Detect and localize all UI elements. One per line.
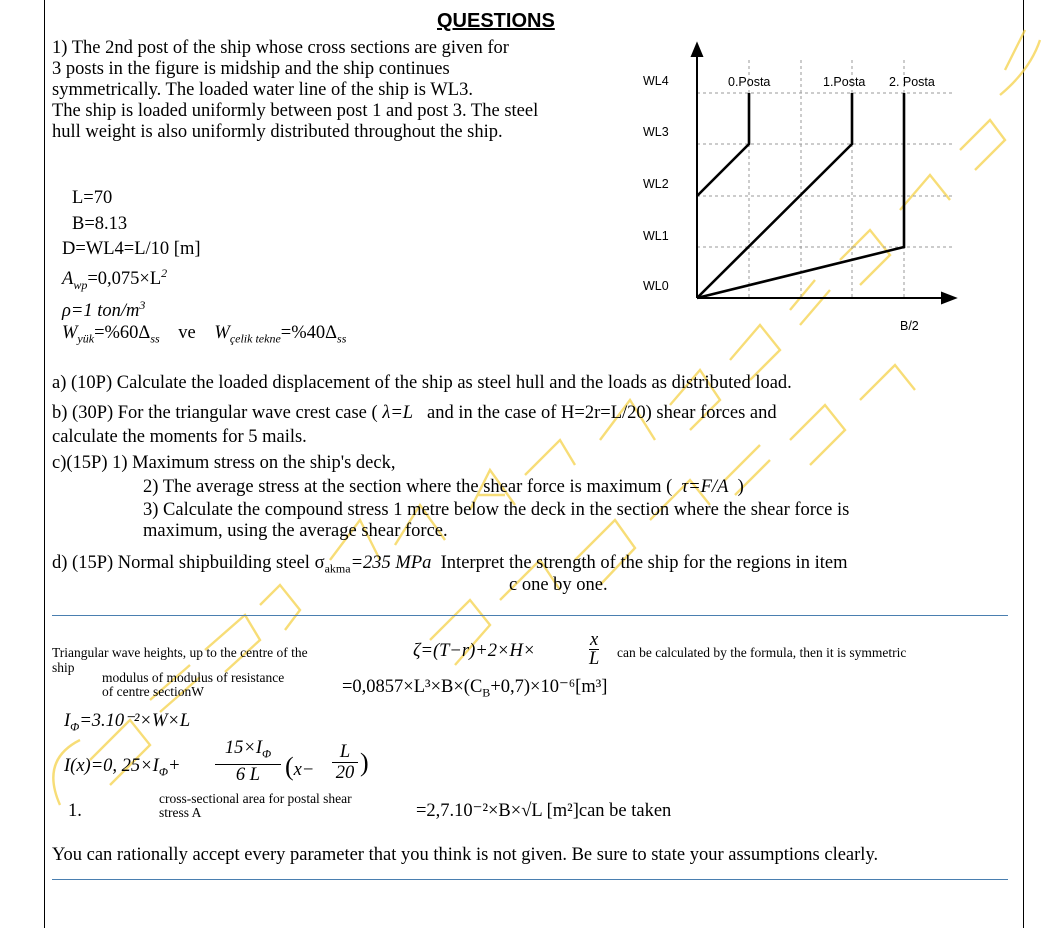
- page-title: QUESTIONS: [437, 10, 555, 32]
- task-d-line2: c one by one.: [509, 575, 608, 595]
- label-wl4: WL4: [643, 74, 669, 88]
- task-b-line2: calculate the moments for 5 mails.: [52, 427, 307, 447]
- label-x-axis: B/2: [900, 319, 919, 333]
- param-Awp: $A_{wp}=0,075\times L^2$: [62, 266, 168, 292]
- param-D: D=WL4=L/10 [m]: [62, 239, 201, 259]
- param-B: B=8.13: [72, 214, 128, 234]
- formula-zeta-fraction: x L: [589, 630, 600, 669]
- formula-Ix-paren-close: ): [360, 748, 369, 777]
- param-rho: ρ=1 ton/$m^3$: [62, 298, 146, 322]
- formula-Ix-L-fraction: L 20: [332, 742, 358, 783]
- label-post-2: 2. Posta: [889, 75, 935, 89]
- intro-line-2: 3 posts in the figure is midship and the ship continues: [52, 59, 450, 79]
- task-b-line1: b) (30P) For the triangular wave crest case ( λ=L and in the case of H=2r=L/20) shear forces and: [52, 403, 777, 423]
- formula-A: =2,7.10⁻²×B×√L [m²]can be taken: [416, 801, 672, 821]
- formula-zeta: ζ=(T−r)+2×H×: [413, 641, 536, 661]
- note-wave-1: Triangular wave heights, up to the centre of the: [52, 645, 308, 660]
- param-L: L=70: [72, 188, 113, 208]
- task-c-line4: maximum, using the average shear force.: [143, 521, 448, 541]
- intro-line-4: The ship is loaded uniformly between post 1 and post 3. The steel: [52, 101, 539, 121]
- intro-line-5: hull weight is also uniformly distributed throughout the ship.: [52, 122, 503, 142]
- task-d-line1: d) (15P) Normal shipbuilding steel $\sigma_{akma}=235$ MPa Interpret the strength of the ship for the regions in item: [52, 553, 848, 576]
- note-cross-section-1: cross-sectional area for postal shear: [159, 791, 352, 806]
- cross-section-chart: [636, 40, 976, 340]
- formula-Ix-paren: (x−: [285, 752, 315, 781]
- task-c-line2: 2) The average stress at the section where the shear force is maximum ( τ=F/A ): [143, 477, 744, 497]
- note-wave-2: ship: [52, 660, 75, 675]
- section-1-posta: [697, 93, 852, 298]
- page-frame-right: [1023, 0, 1024, 928]
- formula-Ix: I(x)=0, $25\times I_\Phi+$: [64, 756, 181, 779]
- x-axis-arrow: [942, 293, 955, 303]
- note-cross-section-2: stress A: [159, 805, 202, 820]
- label-wl3: WL3: [643, 125, 669, 139]
- item-number: 1.: [68, 801, 82, 821]
- formula-I-phi: $I_\Phi=3.10^{-2}\times W\times L$: [64, 711, 191, 734]
- task-c-line3: 3) Calculate the compound stress 1 metre below the deck in the section where the shear force is: [143, 500, 850, 520]
- formula-W: $=0,0857\times L^3\times B\times(C_B+0,7)\times 10^{-6}[m^3]$: [342, 677, 608, 700]
- label-wl0: WL0: [643, 279, 669, 293]
- param-W: $W_{yük}=\%60\Delta_{ss}$ ve $W_{çelik tekne}=\%40\Delta_{ss}$: [62, 323, 347, 346]
- label-post-0: 0.Posta: [728, 75, 771, 89]
- task-a: a) (10P) Calculate the loaded displacement of the ship as steel hull and the loads as distributed load.: [52, 373, 792, 393]
- intro-line-1: 1) The 2nd post of the ship whose cross sections are given for: [52, 38, 509, 58]
- formula-Ix-fraction: $15\times I_\Phi$ 6 L: [215, 738, 281, 785]
- intro-line-3: symmetrically. The loaded water line of the ship is WL3.: [52, 80, 473, 100]
- footer-note: You can rationally accept every parameter that you think is not given. Be sure to state your assumptions clearly.: [52, 845, 879, 865]
- label-post-1: 1.Posta: [823, 75, 866, 89]
- note-modulus-1: modulus of modulus of resistance: [102, 670, 285, 685]
- note-wave-3: can be calculated by the formula, then it is symmetric: [617, 645, 907, 660]
- label-wl2: WL2: [643, 177, 669, 191]
- page-frame-left: [44, 0, 45, 928]
- task-c-line1: c)(15P) 1) Maximum stress on the ship's deck,: [52, 453, 396, 473]
- y-axis-arrow: [692, 44, 702, 56]
- divider-top: [52, 615, 1008, 616]
- divider-bottom: [52, 879, 1008, 880]
- label-wl1: WL1: [643, 229, 669, 243]
- note-modulus-2: of centre sectionW: [102, 684, 204, 699]
